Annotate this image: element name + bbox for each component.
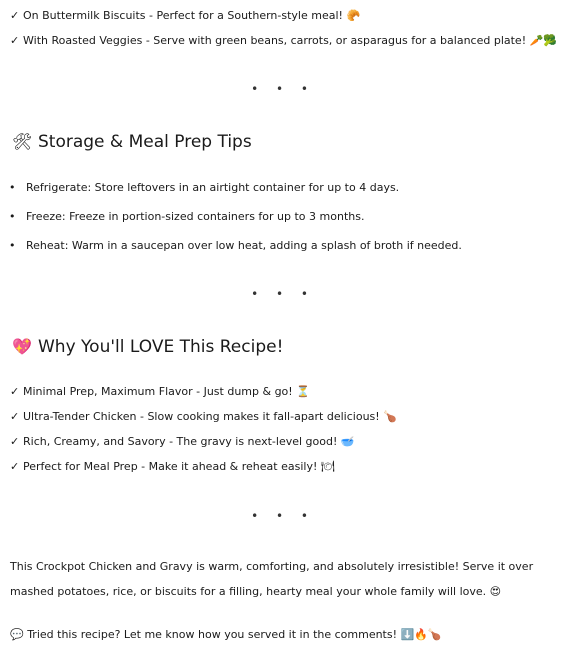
- love-item-text: Minimal Prep, Maximum Flavor - Just dump & go!: [23, 385, 293, 398]
- list-item: [10, 435, 355, 449]
- croissant-icon: 🥐: [346, 9, 361, 22]
- drumstick-icon: 🍗: [383, 410, 397, 423]
- hourglass-icon: ⏳: [296, 385, 310, 398]
- vegetables-icon: 🥕🥦: [529, 34, 558, 47]
- check-icon: ✓: [10, 385, 20, 398]
- closing-text: This Crockpot Chicken and Gravy is warm, comforting, and absolutely irresistible! Serve it over mashed potatoes, rice, or biscuits for a filling, hearty meal your whole family will love.: [10, 560, 534, 598]
- tools-icon: 🛠: [12, 132, 33, 151]
- comment-emoji-icons: ⬇️🔥🍗: [400, 628, 442, 641]
- check-icon: ✓: [10, 435, 20, 448]
- heart-eyes-icon: 😍: [489, 585, 502, 598]
- love-item-text: Rich, Creamy, and Savory - The gravy is next-level good!: [23, 435, 338, 448]
- storage-tips-list: [0, 181, 462, 268]
- list-item: [10, 34, 557, 48]
- plate-icon: 🍽: [320, 460, 335, 473]
- list-item: • Reheat: Warm in a saucepan over low heat, adding a splash of broth if needed.: [26, 239, 462, 253]
- check-icon: ✓: [10, 34, 20, 47]
- list-item: [10, 385, 310, 399]
- check-icon: ✓: [10, 410, 20, 423]
- bowl-icon: 🥣: [340, 435, 355, 448]
- comment-prompt: [10, 628, 442, 642]
- love-item-text: Ultra-Tender Chicken - Slow cooking makes it fall-apart delicious!: [23, 410, 380, 423]
- section-separator: • • •: [251, 287, 315, 301]
- comment-prompt-text: Tried this recipe? Let me know how you served it in the comments!: [27, 628, 398, 641]
- sparkling-heart-icon: 💖: [12, 337, 32, 356]
- storage-title: Storage & Meal Prep Tips: [38, 132, 252, 152]
- speech-bubble-icon: 💬: [10, 628, 24, 641]
- section-separator: • • •: [251, 82, 315, 96]
- list-item: • Freeze: Freeze in portion-sized containers for up to 3 months.: [26, 210, 462, 224]
- section-separator: • • •: [251, 509, 315, 523]
- serving-item-text: On Buttermilk Biscuits - Perfect for a Southern-style meal!: [23, 9, 343, 22]
- list-item: [10, 9, 360, 23]
- list-item: [10, 410, 397, 424]
- serving-item-text: With Roasted Veggies - Serve with green beans, carrots, or asparagus for a balanced plate!: [23, 34, 527, 47]
- love-title: Why You'll LOVE This Recipe!: [38, 337, 284, 357]
- section-heading-storage: [12, 131, 252, 153]
- check-icon: ✓: [10, 9, 20, 22]
- check-icon: ✓: [10, 460, 20, 473]
- section-heading-love: [12, 336, 283, 358]
- love-item-text: Perfect for Meal Prep - Make it ahead & reheat easily!: [23, 460, 318, 473]
- closing-paragraph: [10, 554, 558, 604]
- list-item: • Refrigerate: Store leftovers in an airtight container for up to 4 days.: [26, 181, 462, 195]
- list-item: [10, 460, 335, 474]
